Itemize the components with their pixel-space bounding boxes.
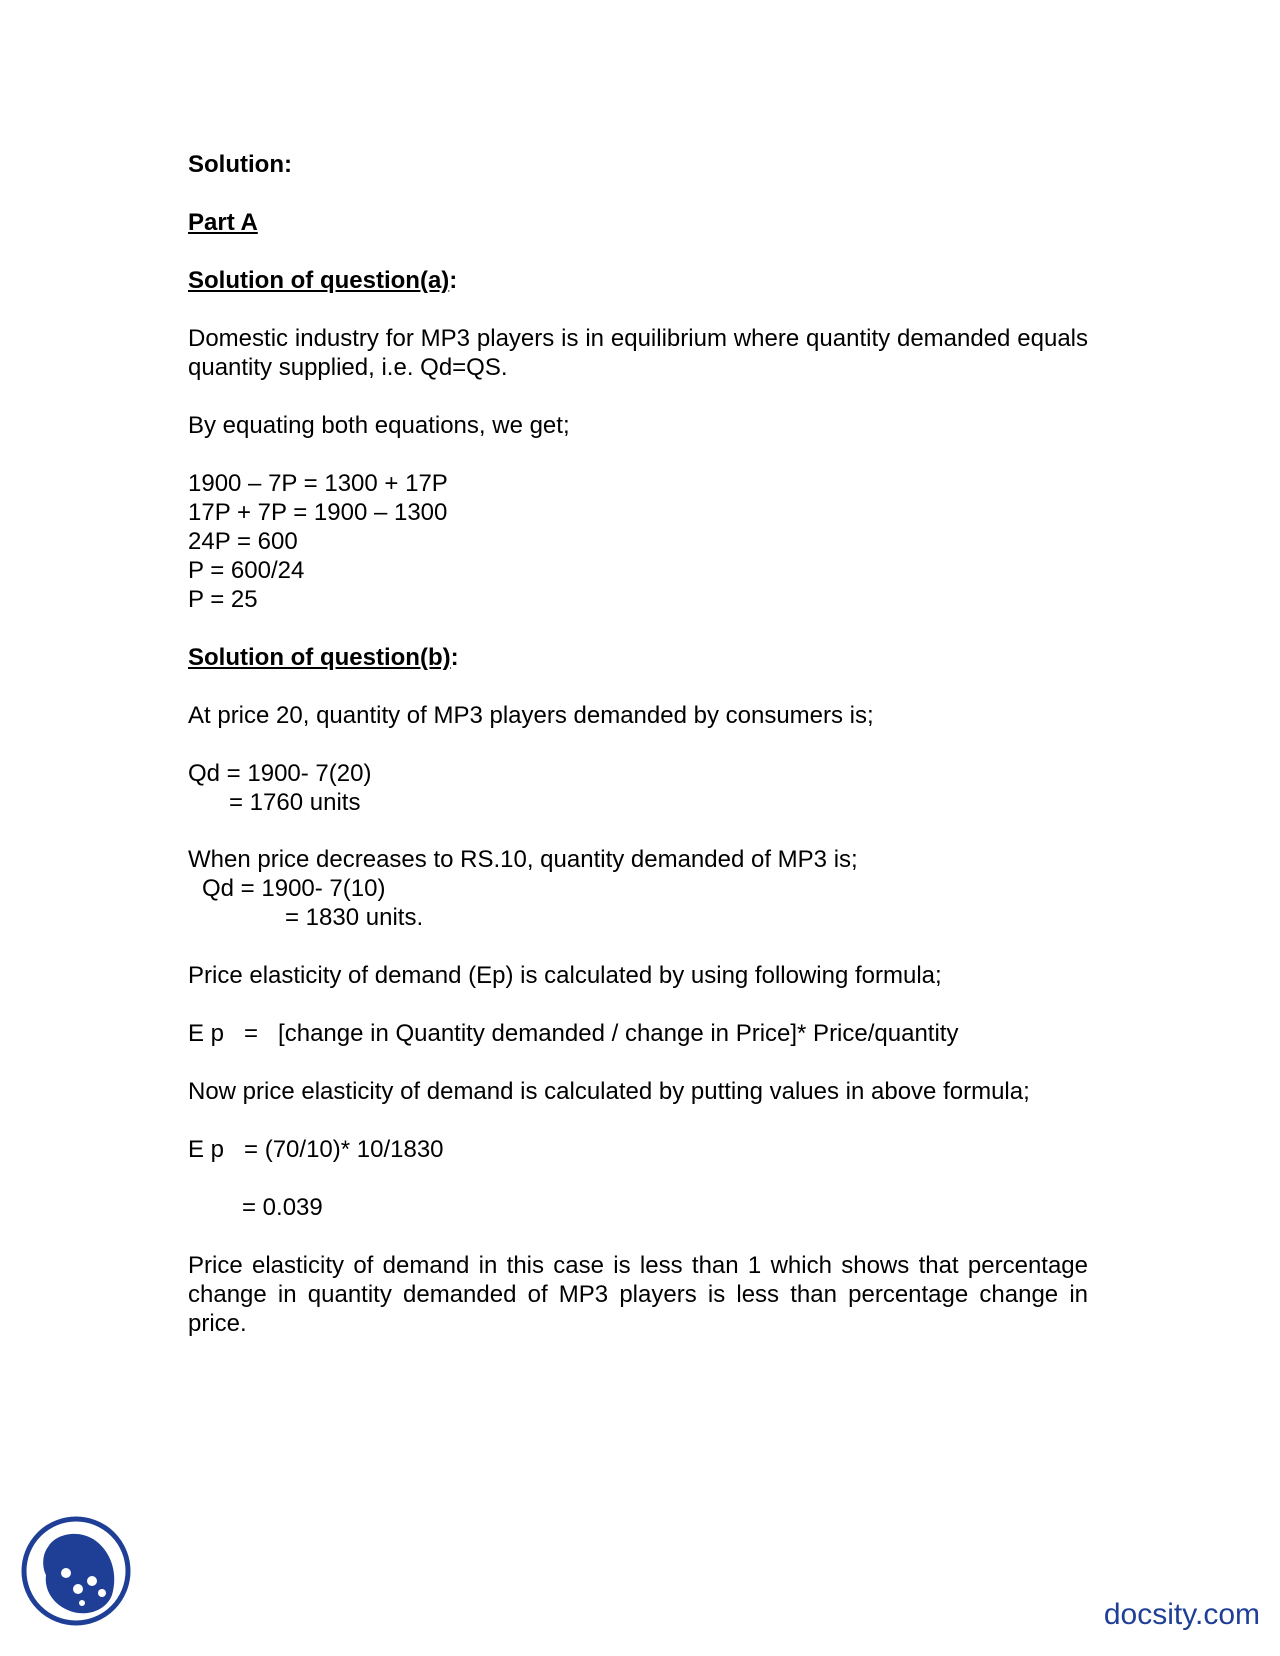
qd-line-1-result: = 1760 units (229, 789, 361, 816)
question-b-paragraph-3: Price elasticity of demand (Ep) is calculated by using following formula; (188, 962, 942, 989)
question-b-colon: : (450, 644, 459, 671)
docsity-logo-graphic (20, 1515, 132, 1627)
question-a-paragraph-2: By equating both equations, we get; (188, 412, 570, 439)
qd-line-2-result: = 1830 units. (285, 904, 424, 931)
part-a-heading: Part A (188, 209, 258, 236)
equation-line-1: 1900 – 7P = 1300 + 17P (188, 470, 448, 497)
question-b-conclusion: Price elasticity of demand in this case is less than 1 which shows that percentage change in quantity demanded of MP3 players is less than percentage change in price. (188, 1252, 1088, 1337)
question-a-heading (188, 266, 457, 295)
qd-line-1: Qd = 1900- 7(20) (188, 760, 372, 787)
docsity-brand-link[interactable]: docsity.com (1103, 1598, 1260, 1631)
elasticity-formula: E p = [change in Quantity demanded / change in Price]* Price/quantity (188, 1020, 959, 1047)
elasticity-result: = 0.039 (242, 1194, 323, 1221)
elasticity-calculation: E p = (70/10)* 10/1830 (188, 1136, 444, 1163)
qd-line-2: Qd = 1900- 7(10) (202, 875, 386, 902)
equation-line-3: 24P = 600 (188, 528, 298, 555)
question-b-title: Solution of question(b) (188, 644, 451, 671)
equation-line-4: P = 600/24 (188, 557, 305, 584)
question-a-title: Solution of question(a) (188, 267, 450, 294)
solution-heading: Solution: (188, 151, 292, 178)
question-b-heading (188, 643, 459, 672)
equation-line-5: P = 25 (188, 586, 258, 613)
docsity-logo-icon[interactable] (20, 1515, 132, 1627)
equation-line-2: 17P + 7P = 1900 – 1300 (188, 499, 448, 526)
question-a-colon: : (449, 267, 458, 294)
question-a-paragraph-1: Domestic industry for MP3 players is in equilibrium where quantity demanded equals quantity supplied, i.e. Qd=QS. (188, 325, 1088, 381)
question-b-paragraph-4: Now price elasticity of demand is calculated by putting values in above formula; (188, 1078, 1030, 1105)
question-b-paragraph-2: When price decreases to RS.10, quantity demanded of MP3 is; (188, 846, 858, 873)
question-b-paragraph-1: At price 20, quantity of MP3 players demanded by consumers is; (188, 702, 874, 729)
